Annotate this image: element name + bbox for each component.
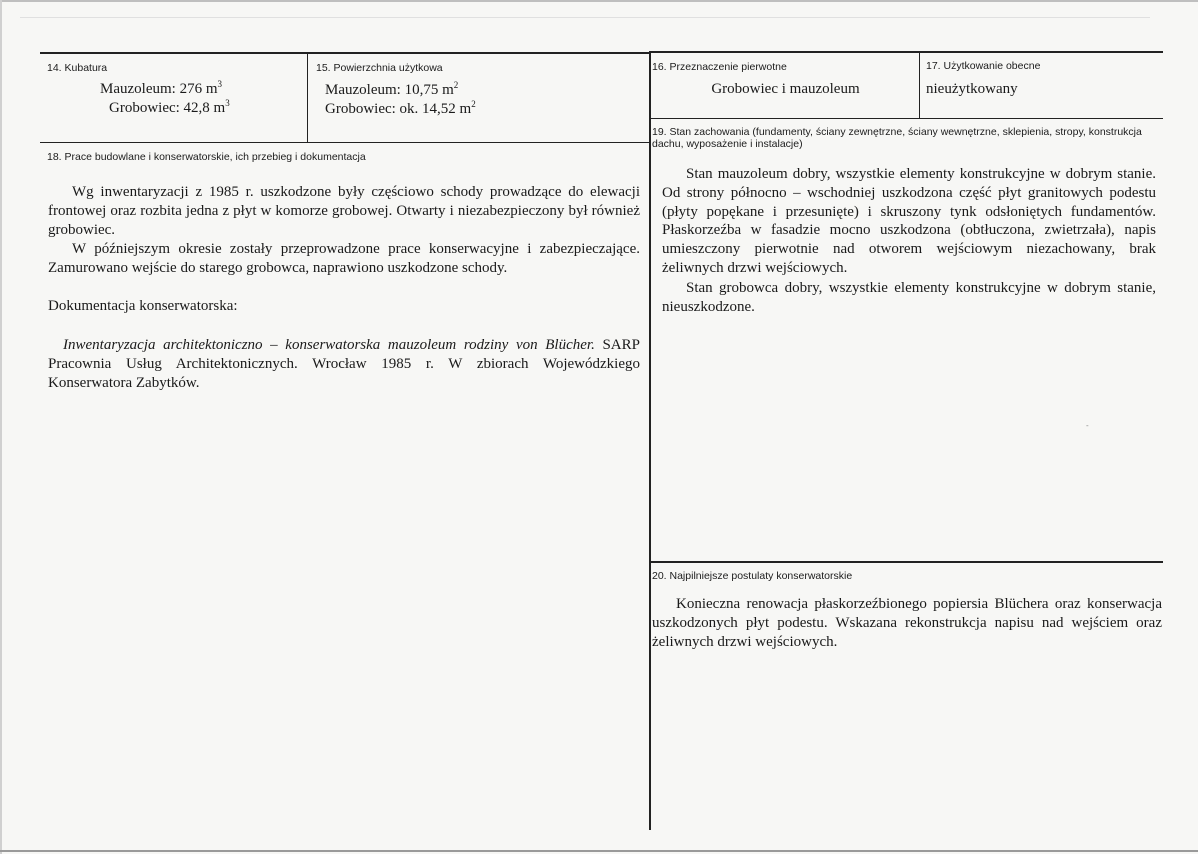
value-17-uzytkowanie: nieużytkowany bbox=[926, 81, 1018, 97]
rule-col-16-17 bbox=[919, 52, 920, 118]
value-15-mauzoleum-sup: 2 bbox=[453, 80, 459, 90]
value-14-mauzoleum-text: Mauzoleum: 276 m bbox=[100, 81, 218, 97]
value-16-przeznaczenie: Grobowiec i mauzoleum bbox=[711, 81, 860, 97]
value-14-grobowiec bbox=[109, 99, 230, 118]
text-18-dokumentacja-heading: Dokumentacja konserwatorska: bbox=[48, 298, 238, 314]
value-15-mauzoleum bbox=[325, 81, 458, 100]
label-19-stan-zachowania: 19. Stan zachowania (fundamenty, ściany zewnętrzne, ściany wewnętrzne, sklepienia, stropy, konstrukcja dachu, wyposażenie i instalacje) bbox=[652, 126, 1142, 150]
rule-under-16-17 bbox=[649, 118, 1163, 119]
value-14-mauzoleum bbox=[100, 80, 222, 99]
text-19-paragraph-2: Stan grobowca dobry, wszystkie elementy konstrukcyjne w dobrym stanie, nieuszkodzone. bbox=[662, 280, 1156, 315]
label-20-postulaty: 20. Najpilniejsze postulaty konserwatorskie bbox=[652, 570, 853, 582]
label-14-kubatura: 14. Kubatura bbox=[47, 62, 108, 74]
faint-top-rule bbox=[20, 17, 1150, 18]
scan-edge-left bbox=[0, 0, 2, 854]
value-15-grobowiec bbox=[325, 100, 476, 119]
label-15-powierzchnia: 15. Powierzchnia użytkowa bbox=[316, 62, 443, 74]
scan-speck: - bbox=[1086, 421, 1089, 430]
text-20-paragraph-1: Konieczna renowacja płaskorzeźbionego popiersia Blüchera oraz konserwacja uszkodzonych płyt podestu. Wskazana rekonstrukcja napisu nad wejściem oraz żeliwnych drzwi wejściowych. bbox=[652, 596, 1162, 650]
scan-edge-top bbox=[0, 0, 1198, 2]
value-14-mauzoleum-sup: 3 bbox=[217, 79, 222, 89]
rule-col-14-15 bbox=[307, 53, 308, 142]
value-15-grobowiec-text: Grobowiec: ok. 14,52 m bbox=[325, 101, 472, 117]
text-18-dokumentacja-entry bbox=[48, 336, 640, 392]
text-18-paragraph-1: Wg inwentaryzacji z 1985 r. uszkodzone były częściowo schody prowadzące do elewacji frontowej oraz rozbita jedna z płyt w komorze grobowej. Otwarty i niezabezpieczony był również grobowiec. bbox=[48, 184, 640, 238]
rule-top-left bbox=[40, 52, 649, 54]
rule-main-divider bbox=[649, 52, 651, 830]
label-18-prace: 18. Prace budowlane i konserwatorskie, ich przebieg i dokumentacja bbox=[47, 151, 366, 163]
text-18-paragraph-2: W późniejszym okresie zostały przeprowadzone prace konserwacyjne i zabezpieczające. Zamurowano wejście do starego grobowca, naprawiono uszkodzone schody. bbox=[48, 241, 640, 276]
value-15-grobowiec-sup: 2 bbox=[471, 99, 476, 109]
rule-under-14-15 bbox=[40, 142, 649, 143]
rule-top-right bbox=[649, 51, 1163, 53]
value-14-grobowiec-text: Grobowiec: 42,8 m bbox=[109, 100, 226, 116]
value-14-grobowiec-sup: 3 bbox=[225, 98, 230, 108]
text-18-entry-rest: SARP Pracownia Usług Architektonicznych. Wrocław 1985 r. W zbiorach Wojewódzkiego Konserwatora Zabytków. bbox=[48, 337, 640, 391]
label-17-uzytkowanie: 17. Użytkowanie obecne bbox=[926, 60, 1041, 72]
label-16-przeznaczenie: 16. Przeznaczenie pierwotne bbox=[652, 61, 787, 73]
text-19-paragraph-1: Stan mauzoleum dobry, wszystkie elementy konstrukcyjne w dobrym stanie. Od strony północno – wschodniej uszkodzona część płyt granitowych podestu (płyty popękane i przesunięte) i skruszony tynk odsłoniętych fundamentów. Płaskorzeźba w fasadzie mocno uszkodzona (obtłuczona, zwietrzała), napis umieszczony pierwotnie nad otworem wejściowym niezachowany, brak żeliwnych drzwi wejściowych. bbox=[662, 166, 1156, 276]
scan-edge-bottom bbox=[0, 850, 1198, 852]
text-18-entry-title: Inwentaryzacja architektoniczno – konserwatorska mauzoleum rodziny von Blücher. bbox=[63, 337, 595, 353]
value-15-mauzoleum-text: Mauzoleum: 10,75 m bbox=[325, 82, 454, 98]
rule-above-20 bbox=[649, 561, 1163, 563]
